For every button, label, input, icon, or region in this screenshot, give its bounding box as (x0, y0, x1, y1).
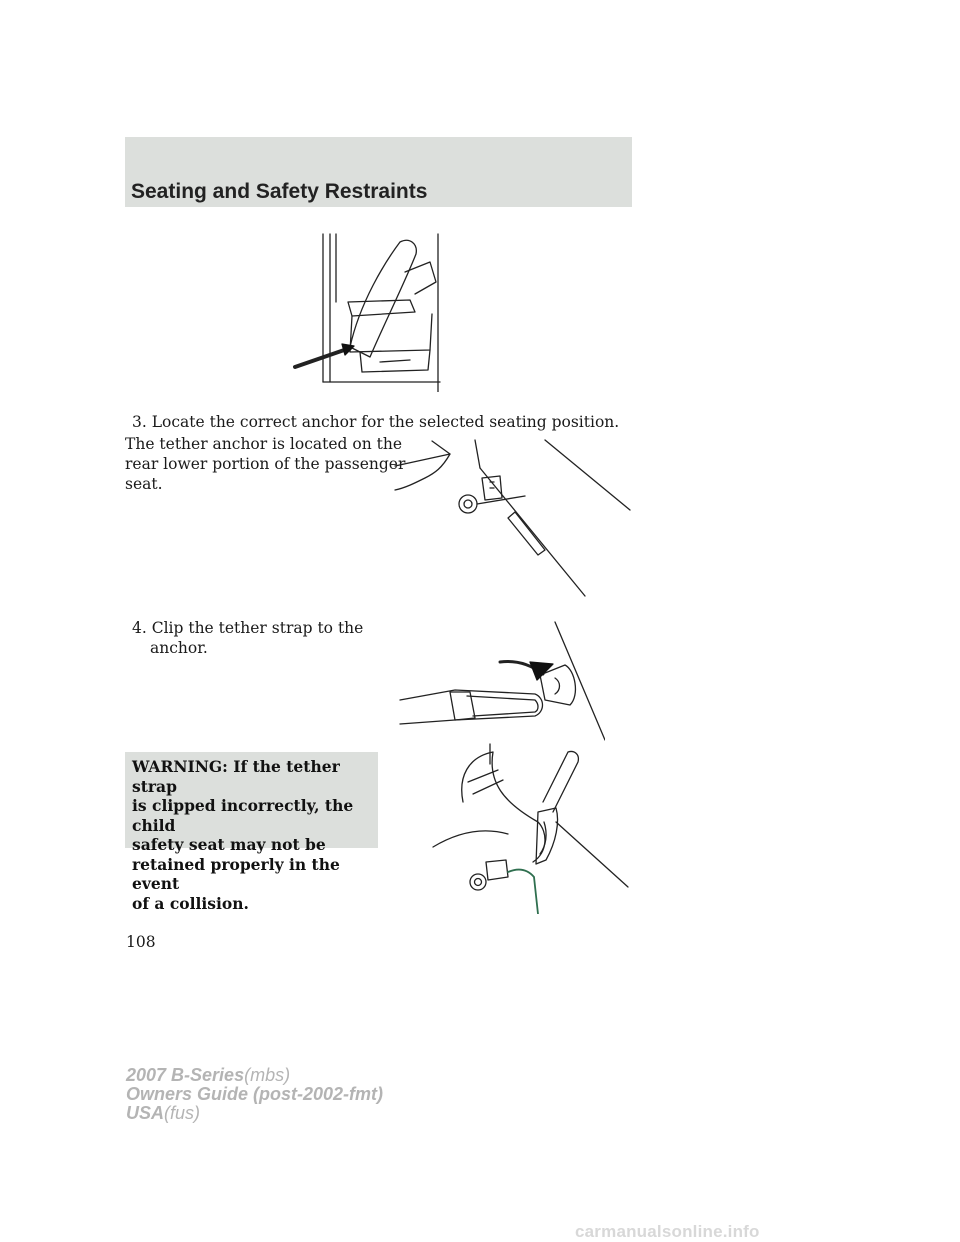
warning-line-3: safety seat may not be (132, 835, 326, 854)
footer-model-code: (mbs) (244, 1065, 291, 1085)
footer-model: 2007 B-Series (126, 1065, 245, 1085)
footer-guide: Owners Guide (post-2002-fmt) (126, 1084, 384, 1104)
paragraph-line-1: The tether anchor is located on the (125, 435, 403, 453)
clipped-tether-illustration (428, 742, 633, 914)
step-4-continued: anchor. (150, 639, 208, 657)
warning-line-2: is clipped incorrectly, the child (132, 796, 354, 835)
watermark: carmanualsonline.info (575, 1222, 760, 1241)
footer-market-code: (fus) (164, 1103, 201, 1123)
tether-strap-clip-illustration (395, 620, 605, 745)
step-3-text: 3. Locate the correct anchor for the selected seating position. (132, 413, 620, 431)
section-title: Seating and Safety Restraints (131, 180, 428, 203)
page-number: 108 (126, 933, 156, 951)
paragraph-line-3: seat. (125, 475, 163, 493)
warning-line-4: retained properly in the event (132, 854, 340, 893)
paragraph-line-2: rear lower portion of the passenger (125, 455, 406, 473)
footer-market: USA (126, 1103, 165, 1123)
footer (126, 1066, 383, 1123)
warning-line-1: WARNING: If the tether strap (132, 757, 340, 796)
warning-line-5: of a collision. (132, 893, 249, 913)
warning-text (132, 757, 372, 913)
seat-location-illustration (290, 232, 450, 392)
tether-anchor-illustration (390, 438, 635, 600)
step-4-text: 4. Clip the tether strap to the (132, 619, 364, 637)
